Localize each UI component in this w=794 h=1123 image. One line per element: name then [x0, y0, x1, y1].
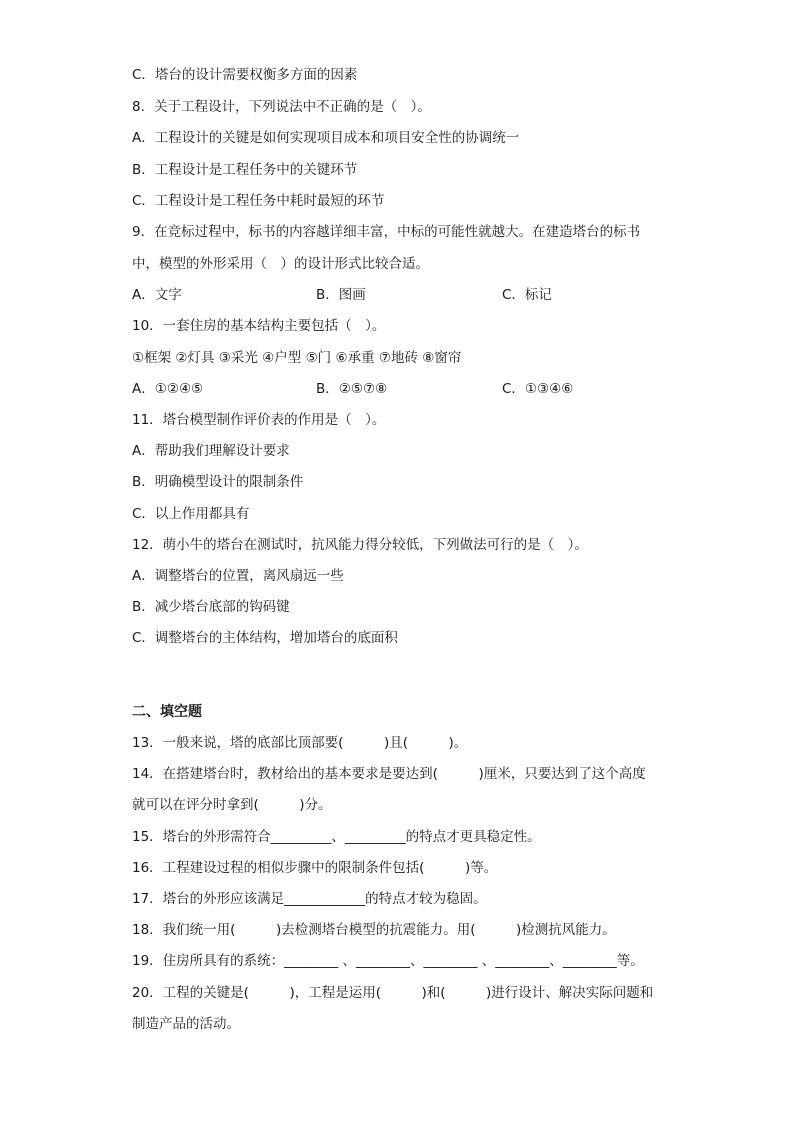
q9-question-line2: 中，模型的外形采用（ ）的设计形式比较合适。: [132, 256, 429, 272]
q15: 15．塔台的外形需符合_________、_________的特点才更具稳定性。: [132, 829, 541, 845]
q16: 16．工程建设过程的相似步骤中的限制条件包括( )等。: [132, 860, 498, 876]
q8-option-c: C．工程设计是工程任务中耗时最短的环节: [132, 193, 385, 209]
q11-question: 11．塔台模型制作评价表的作用是（ ）。: [132, 412, 386, 428]
q11-option-b: B．明确模型设计的限制条件: [132, 474, 304, 490]
q10-option-c: C．①③④⑥: [502, 381, 574, 397]
q20-line2: 制造产品的活动。: [132, 1016, 240, 1032]
q8-option-b: B．工程设计是工程任务中的关键环节: [132, 162, 358, 178]
q17: 17．塔台的外形应该满足____________的特点才较为稳固。: [132, 891, 487, 907]
q12-option-a: A．调整塔台的位置，离风扇远一些: [132, 568, 344, 584]
q20-line1: 20．工程的关键是( )，工程是运用( )和( )进行设计、解决实际问题和: [132, 985, 654, 1001]
q12-question: 12．萌小牛的塔台在测试时，抗风能力得分较低，下列做法可行的是（ ）。: [132, 537, 588, 553]
q18: 18．我们统一用( )去检测塔台模型的抗震能力。用( )检测抗风能力。: [132, 922, 616, 938]
q9-option-b: B．图画: [316, 287, 366, 303]
q11-option-c: C．以上作用都具有: [132, 506, 250, 522]
q10-option-a: A．①②④⑤: [132, 381, 204, 397]
q8-question: 8．关于工程设计，下列说法中不正确的是（ ）。: [132, 99, 431, 115]
q19: 19．住房所具有的系统：________ 、________、________ 、________、________等。: [132, 953, 644, 969]
q9-option-a: A．文字: [132, 287, 182, 303]
q14-line1: 14．在搭建塔台时，教材给出的基本要求是要达到( )厘米，只要达到了这个高度: [132, 766, 646, 782]
q10-question: 10．一套住房的基本结构主要包括（ ）。: [132, 318, 386, 334]
q14-line2: 就可以在评分时拿到( )分。: [132, 797, 332, 813]
q7-option-c: C．塔台的设计需要权衡多方面的因素: [132, 67, 358, 83]
q9-option-c: C．标记: [502, 287, 552, 303]
q10-choices: ①框架 ②灯具 ③采光 ④户型 ⑤门 ⑥承重 ⑦地砖 ⑧窗帘: [132, 350, 462, 366]
q12-option-c: C．调整塔台的主体结构，增加塔台的底面积: [132, 630, 398, 646]
q8-option-a: A．工程设计的关键是如何实现项目成本和项目安全性的协调统一: [132, 130, 520, 146]
q9-question-line1: 9．在竞标过程中，标书的内容越详细丰富，中标的可能性就越大。在建造塔台的标书: [132, 224, 641, 240]
q11-option-a: A．帮助我们理解设计要求: [132, 443, 290, 459]
section-heading-fill-in: 二、填空题: [132, 704, 202, 720]
q13: 13．一般来说，塔的底部比顶部要( )且( )。: [132, 735, 468, 751]
q12-option-b: B．减少塔台底部的钩码键: [132, 599, 290, 615]
q10-option-b: B．②⑤⑦⑧: [316, 381, 388, 397]
